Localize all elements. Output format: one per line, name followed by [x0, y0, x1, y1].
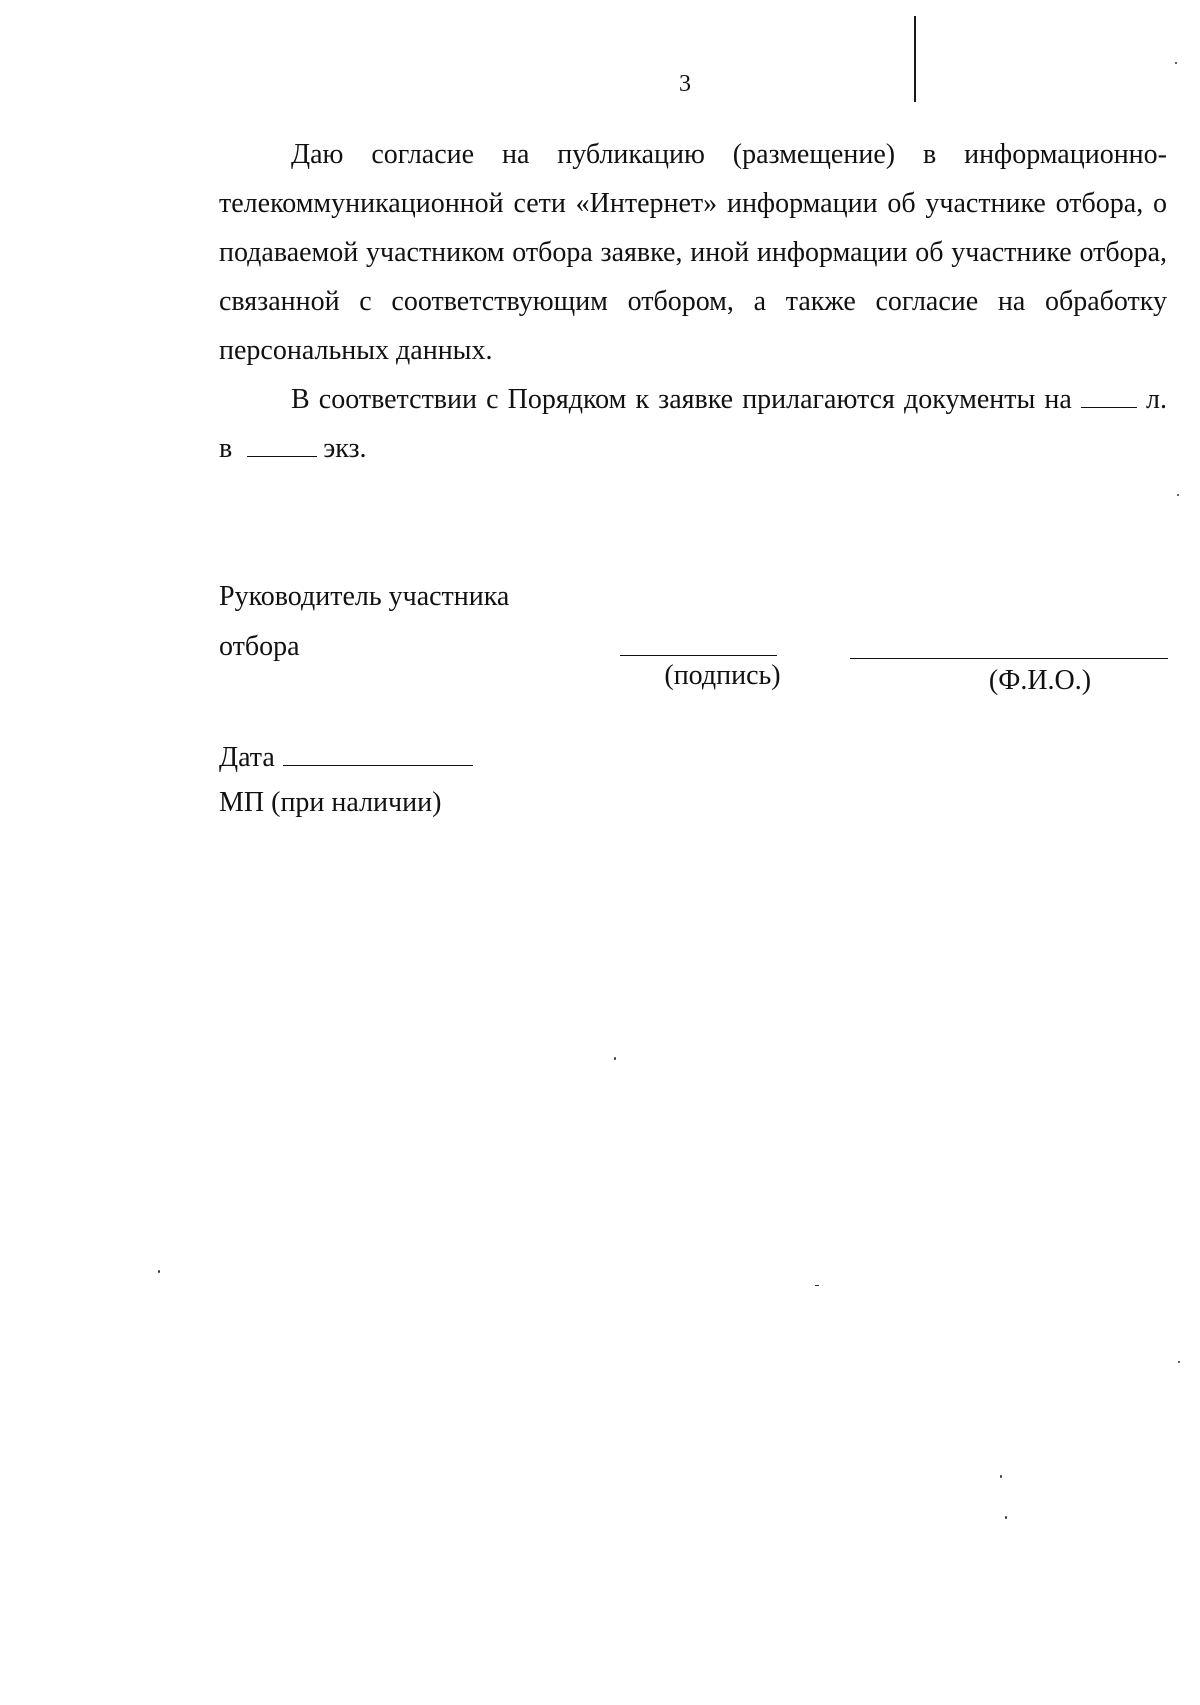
- sheet-unit: л.: [1146, 384, 1167, 415]
- stamp-label: МП (при наличии): [219, 787, 442, 818]
- consent-line: телекоммуникационной сети «Интернет» информации об участнике отбора, о: [219, 188, 1167, 219]
- signature-line[interactable]: [620, 655, 777, 656]
- consent-line: связанной с соответствующим отбором, а также согласие на обработку: [219, 286, 1167, 317]
- scan-speck: [1175, 62, 1177, 64]
- attachments-paragraph: [219, 375, 1167, 473]
- full-name-line[interactable]: [850, 658, 1168, 659]
- scan-speck: [614, 1057, 616, 1060]
- signatory-role-line-2: отбора: [219, 631, 300, 662]
- copies-suffix: экз.: [323, 433, 367, 464]
- scan-speck: [1000, 1475, 1002, 1478]
- consent-line: Даю согласие на публикацию (размещение) в информационно-: [291, 139, 1167, 170]
- signature-caption: (подпись): [664, 660, 781, 691]
- sheet-count-blank[interactable]: [1081, 381, 1137, 408]
- scan-speck: [1177, 494, 1179, 496]
- scan-speck: [158, 1270, 160, 1273]
- copies-prefix: в: [219, 433, 233, 464]
- signatory-role-line-1: Руководитель участника: [219, 581, 510, 612]
- scan-speck: [815, 1285, 819, 1286]
- date-blank[interactable]: [283, 739, 473, 766]
- consent-line: подаваемой участником отбора заявке, иной информации об участнике отбора,: [219, 237, 1167, 268]
- scan-speck: [1178, 1361, 1180, 1363]
- attachments-line-1: [219, 375, 1167, 424]
- date-label: Дата: [219, 742, 275, 773]
- consent-line: персональных данных.: [219, 335, 493, 366]
- attachments-line-2: [219, 424, 1167, 473]
- attachments-text: В соответствии с Порядком к заявке прилагаются документы на: [291, 384, 1072, 415]
- page-number: 3: [679, 71, 691, 97]
- date-row: [219, 733, 473, 782]
- scan-speck: [1005, 1516, 1007, 1519]
- full-name-caption: (Ф.И.О.): [988, 665, 1092, 696]
- consent-paragraph: [219, 130, 1167, 375]
- copies-count-blank[interactable]: [247, 430, 317, 457]
